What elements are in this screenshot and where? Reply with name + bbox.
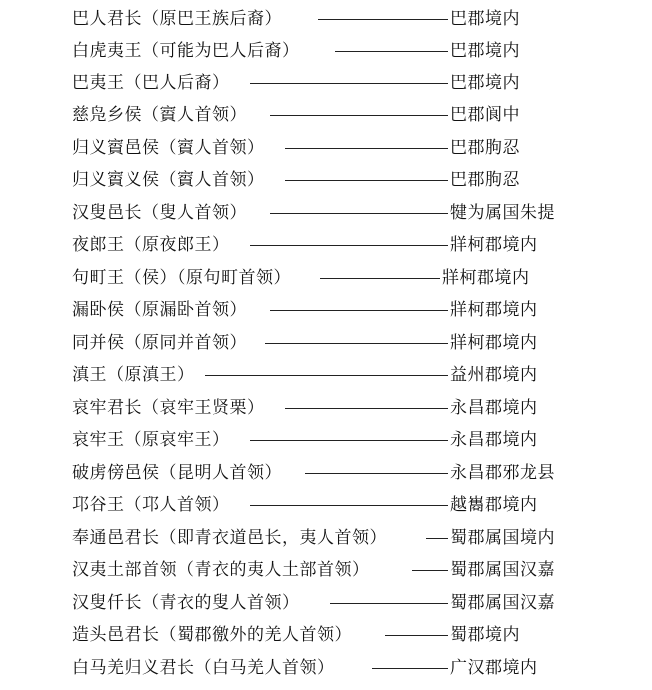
leader-line xyxy=(270,115,448,116)
entry-title: 破虏傍邑侯（昆明人首领） xyxy=(72,463,282,483)
leader-line xyxy=(385,635,448,636)
entry-location: 牂柯郡境内 xyxy=(450,235,538,255)
entry-row xyxy=(0,587,652,619)
leader-line xyxy=(335,51,448,52)
entry-row xyxy=(0,359,652,391)
entry-location: 巴郡朐忍 xyxy=(450,138,520,158)
leader-line xyxy=(318,19,448,20)
entry-location: 巴郡朐忍 xyxy=(450,170,520,190)
entry-row xyxy=(0,197,652,229)
leader-line xyxy=(320,278,440,279)
entry-location: 巴郡阆中 xyxy=(450,105,520,125)
entry-title: 巴夷王（巴人后裔） xyxy=(72,73,230,93)
leader-line xyxy=(205,375,448,376)
entry-location: 蜀郡属国境内 xyxy=(450,528,555,548)
entry-row xyxy=(0,489,652,521)
entry-title: 归义賨邑侯（賨人首领） xyxy=(72,138,265,158)
entry-row xyxy=(0,424,652,456)
entry-title: 白马羌归义君长（白马羌人首领） xyxy=(72,658,335,678)
entry-location: 巴郡境内 xyxy=(450,73,520,93)
entry-row xyxy=(0,457,652,489)
leader-line xyxy=(250,245,448,246)
entry-row xyxy=(0,229,652,261)
leader-line xyxy=(270,310,448,311)
leader-line xyxy=(412,570,448,571)
entry-location: 蜀郡境内 xyxy=(450,625,520,645)
entry-location: 犍为属国朱提 xyxy=(450,203,555,223)
entry-row xyxy=(0,294,652,326)
entry-row xyxy=(0,164,652,196)
leader-line xyxy=(305,473,448,474)
leader-line xyxy=(250,83,448,84)
entry-title: 汉夷土部首领（青衣的夷人土部首领） xyxy=(72,560,370,580)
leader-line xyxy=(265,343,448,344)
entry-title: 哀牢君长（哀牢王贤栗） xyxy=(72,398,265,418)
entry-title: 慈凫乡侯（賨人首领） xyxy=(72,105,247,125)
leader-line xyxy=(270,213,448,214)
leader-line xyxy=(285,408,448,409)
entry-location: 永昌郡邪龙县 xyxy=(450,463,555,483)
entry-location: 越巂郡境内 xyxy=(450,495,538,515)
entry-row xyxy=(0,35,652,67)
entry-row xyxy=(0,522,652,554)
entry-row xyxy=(0,652,652,684)
entry-location: 永昌郡境内 xyxy=(450,398,538,418)
entry-location: 牂柯郡境内 xyxy=(442,268,530,288)
entry-row xyxy=(0,99,652,131)
leader-line xyxy=(285,180,448,181)
entry-title: 造头邑君长（蜀郡徼外的羌人首领） xyxy=(72,625,352,645)
entry-title: 句町王（侯）（原句町首领） xyxy=(72,268,291,288)
entry-location: 永昌郡境内 xyxy=(450,430,538,450)
entry-title: 夜郎王（原夜郎王） xyxy=(72,235,230,255)
entry-title: 巴人君长（原巴王族后裔） xyxy=(72,9,282,29)
entry-title: 归义賨义侯（賨人首领） xyxy=(72,170,265,190)
entry-title: 汉叟邑长（叟人首领） xyxy=(72,203,247,223)
entry-title: 哀牢王（原哀牢王） xyxy=(72,430,230,450)
leader-line xyxy=(250,505,448,506)
entry-row xyxy=(0,67,652,99)
entry-title: 汉叟仟长（青衣的叟人首领） xyxy=(72,593,300,613)
entry-title: 邛谷王（邛人首领） xyxy=(72,495,230,515)
entry-row xyxy=(0,392,652,424)
entry-location: 蜀郡属国汉嘉 xyxy=(450,560,555,580)
entry-row xyxy=(0,619,652,651)
entry-row xyxy=(0,262,652,294)
entry-location: 益州郡境内 xyxy=(450,365,538,385)
entry-row xyxy=(0,3,652,35)
entry-title: 白虎夷王（可能为巴人后裔） xyxy=(72,41,300,61)
entry-location: 广汉郡境内 xyxy=(450,658,538,678)
entry-location: 巴郡境内 xyxy=(450,9,520,29)
entry-row xyxy=(0,554,652,586)
leader-line xyxy=(372,668,448,669)
entry-location: 牂柯郡境内 xyxy=(450,333,538,353)
entry-row xyxy=(0,327,652,359)
leader-line xyxy=(330,603,448,604)
leader-line xyxy=(285,148,448,149)
leader-line xyxy=(250,440,448,441)
entry-location: 巴郡境内 xyxy=(450,41,520,61)
entry-title: 奉通邑君长（即青衣道邑长，夷人首领） xyxy=(72,528,387,548)
entry-location: 蜀郡属国汉嘉 xyxy=(450,593,555,613)
entry-title: 同并侯（原同并首领） xyxy=(72,333,247,353)
leader-line xyxy=(426,538,448,539)
entry-location: 牂柯郡境内 xyxy=(450,300,538,320)
entry-title: 滇王（原滇王） xyxy=(72,365,195,385)
entry-row xyxy=(0,132,652,164)
entry-title: 漏卧侯（原漏卧首领） xyxy=(72,300,247,320)
